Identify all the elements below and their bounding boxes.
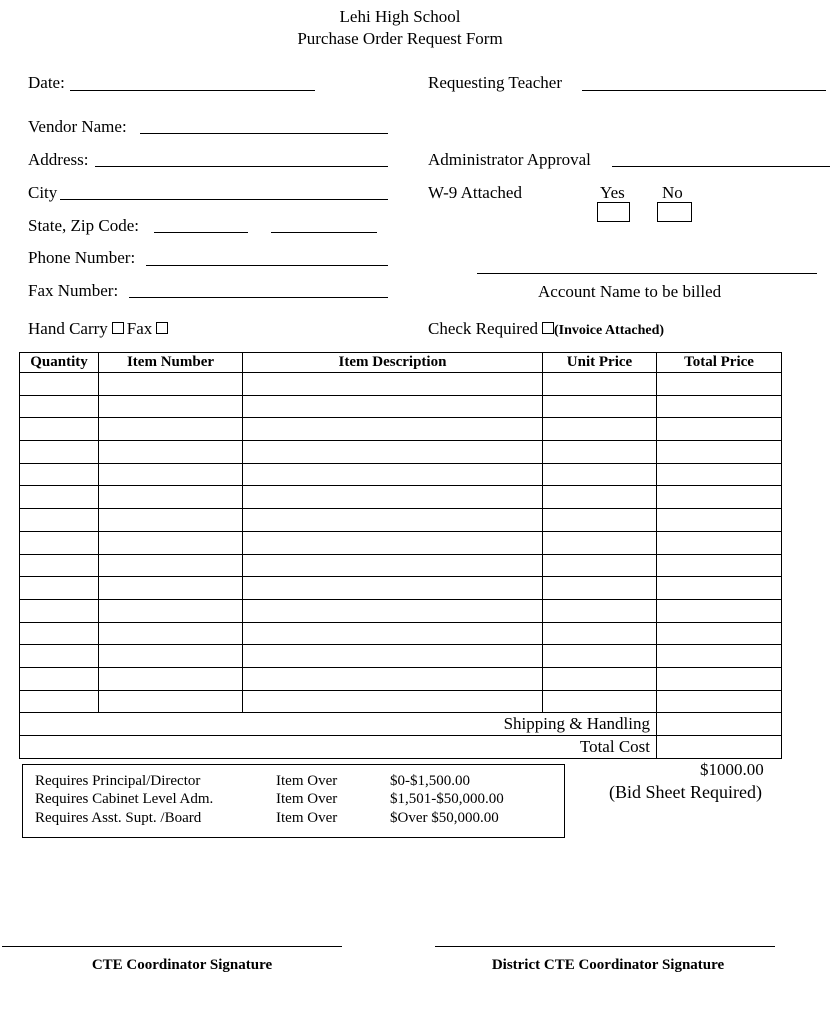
total-price-cell[interactable] bbox=[657, 373, 782, 396]
table-row bbox=[20, 441, 782, 464]
unit-price-cell[interactable] bbox=[543, 622, 657, 645]
zip-field[interactable] bbox=[271, 232, 377, 233]
vendor-name-field[interactable] bbox=[140, 133, 388, 134]
state-zip-label: State, Zip Code: bbox=[28, 216, 139, 235]
phone-field[interactable] bbox=[146, 265, 388, 266]
check-required-label: Check Required bbox=[428, 319, 538, 338]
unit-price-cell[interactable] bbox=[543, 577, 657, 600]
col-quantity: Quantity bbox=[20, 353, 99, 373]
item-description-cell[interactable] bbox=[243, 690, 543, 713]
total-price-cell[interactable] bbox=[657, 486, 782, 509]
total-row bbox=[20, 736, 782, 759]
items-table bbox=[19, 352, 782, 759]
administrator-approval-label: Administrator Approval bbox=[428, 150, 591, 169]
total-price-cell[interactable] bbox=[657, 645, 782, 668]
total-price-cell[interactable] bbox=[657, 667, 782, 690]
fax-label: Fax bbox=[126, 319, 153, 338]
item-description-cell[interactable] bbox=[243, 531, 543, 554]
item-description-cell[interactable] bbox=[243, 622, 543, 645]
quantity-cell[interactable] bbox=[20, 690, 99, 713]
vendor-name-label: Vendor Name: bbox=[28, 117, 127, 136]
col-unit-price: Unit Price bbox=[543, 353, 657, 373]
total-price-cell[interactable] bbox=[657, 395, 782, 418]
delivery-options bbox=[28, 319, 171, 339]
item-number-cell[interactable] bbox=[99, 690, 243, 713]
w9-no-label: No bbox=[662, 183, 683, 202]
shipping-row bbox=[20, 713, 782, 736]
quantity-cell[interactable] bbox=[20, 554, 99, 577]
bid-note: (Bid Sheet Required) bbox=[609, 782, 762, 802]
unit-price-cell[interactable] bbox=[543, 441, 657, 464]
approval-rule-row bbox=[35, 791, 504, 808]
approval-who: Requires Principal/Director bbox=[35, 773, 201, 789]
total-price-cell[interactable] bbox=[657, 622, 782, 645]
quantity-cell[interactable] bbox=[20, 622, 99, 645]
w9-yes-label: Yes bbox=[600, 183, 625, 202]
account-name-label: Account Name to be billed bbox=[538, 282, 722, 301]
table-row bbox=[20, 667, 782, 690]
form-title: Purchase Order Request Form bbox=[297, 29, 503, 48]
hand-carry-label: Hand Carry bbox=[28, 319, 108, 338]
quantity-cell[interactable] bbox=[20, 531, 99, 554]
w9-no-checkbox[interactable] bbox=[657, 202, 692, 222]
quantity-cell[interactable] bbox=[20, 577, 99, 600]
w9-attached-label: W-9 Attached bbox=[428, 183, 522, 202]
table-row bbox=[20, 373, 782, 396]
unit-price-cell[interactable] bbox=[543, 509, 657, 532]
item-number-cell[interactable] bbox=[99, 395, 243, 418]
address-label: Address: bbox=[28, 150, 89, 169]
table-row bbox=[20, 622, 782, 645]
table-row bbox=[20, 486, 782, 509]
item-number-cell[interactable] bbox=[99, 441, 243, 464]
quantity-cell[interactable] bbox=[20, 395, 99, 418]
unit-price-cell[interactable] bbox=[543, 599, 657, 622]
item-description-cell[interactable] bbox=[243, 486, 543, 509]
col-item-description: Item Description bbox=[243, 353, 543, 373]
quantity-cell[interactable] bbox=[20, 463, 99, 486]
w9-yes-checkbox[interactable] bbox=[597, 202, 630, 222]
city-field[interactable] bbox=[60, 199, 388, 200]
approval-rule-row bbox=[35, 773, 470, 790]
total-price-cell[interactable] bbox=[657, 509, 782, 532]
unit-price-cell[interactable] bbox=[543, 645, 657, 668]
item-number-cell[interactable] bbox=[99, 418, 243, 441]
total-price-cell[interactable] bbox=[657, 531, 782, 554]
total-price-cell[interactable] bbox=[657, 554, 782, 577]
table-row bbox=[20, 599, 782, 622]
quantity-cell[interactable] bbox=[20, 509, 99, 532]
check-required-checkbox[interactable] bbox=[542, 322, 554, 334]
administrator-approval-field[interactable] bbox=[612, 166, 830, 167]
total-cell[interactable] bbox=[657, 736, 782, 759]
unit-price-cell[interactable] bbox=[543, 554, 657, 577]
cte-signature-label: CTE Coordinator Signature bbox=[91, 957, 273, 973]
date-label: Date: bbox=[28, 73, 65, 92]
city-label: City bbox=[28, 183, 58, 202]
total-price-cell[interactable] bbox=[657, 418, 782, 441]
invoice-attached-label: (Invoice Attached) bbox=[554, 323, 665, 338]
item-number-cell[interactable] bbox=[99, 667, 243, 690]
quantity-cell[interactable] bbox=[20, 418, 99, 441]
fax-number-field[interactable] bbox=[129, 297, 388, 298]
check-required-group bbox=[428, 319, 664, 339]
quantity-cell[interactable] bbox=[20, 667, 99, 690]
item-number-cell[interactable] bbox=[99, 554, 243, 577]
unit-price-cell[interactable] bbox=[543, 667, 657, 690]
cte-signature-line[interactable] bbox=[2, 946, 342, 947]
total-price-cell[interactable] bbox=[657, 599, 782, 622]
item-number-cell[interactable] bbox=[99, 645, 243, 668]
item-number-cell[interactable] bbox=[99, 622, 243, 645]
state-field[interactable] bbox=[154, 232, 248, 233]
item-description-cell[interactable] bbox=[243, 463, 543, 486]
item-number-cell[interactable] bbox=[99, 373, 243, 396]
requesting-teacher-label: Requesting Teacher bbox=[428, 73, 562, 92]
total-price-cell[interactable] bbox=[657, 441, 782, 464]
table-header-row bbox=[20, 353, 782, 373]
shipping-cell[interactable] bbox=[657, 713, 782, 736]
approval-item: Item Over bbox=[276, 810, 338, 826]
requesting-teacher-field[interactable] bbox=[582, 90, 826, 91]
quantity-cell[interactable] bbox=[20, 373, 99, 396]
shipping-label: Shipping & Handling bbox=[20, 713, 657, 736]
quantity-cell[interactable] bbox=[20, 486, 99, 509]
total-price-cell[interactable] bbox=[657, 690, 782, 713]
table-row bbox=[20, 509, 782, 532]
item-number-cell[interactable] bbox=[99, 531, 243, 554]
unit-price-cell[interactable] bbox=[543, 395, 657, 418]
district-signature-label: District CTE Coordinator Signature bbox=[491, 957, 725, 973]
item-description-cell[interactable] bbox=[243, 645, 543, 668]
fax-number-label: Fax Number: bbox=[28, 281, 119, 300]
total-label: Total Cost bbox=[20, 736, 657, 759]
table-row bbox=[20, 395, 782, 418]
col-item-number: Item Number bbox=[99, 353, 243, 373]
item-description-cell[interactable] bbox=[243, 599, 543, 622]
approval-item: Item Over bbox=[276, 773, 338, 789]
fax-checkbox[interactable] bbox=[156, 322, 168, 334]
item-description-cell[interactable] bbox=[243, 418, 543, 441]
hand-carry-checkbox[interactable] bbox=[112, 322, 124, 334]
school-name: Lehi High School bbox=[339, 7, 461, 26]
approval-who: Requires Cabinet Level Adm. bbox=[35, 791, 214, 807]
phone-label: Phone Number: bbox=[28, 248, 136, 267]
date-field[interactable] bbox=[70, 90, 315, 91]
quantity-cell[interactable] bbox=[20, 441, 99, 464]
quantity-cell[interactable] bbox=[20, 645, 99, 668]
address-field[interactable] bbox=[95, 166, 388, 167]
approval-rules-box bbox=[22, 764, 565, 838]
table-row bbox=[20, 418, 782, 441]
table-row bbox=[20, 531, 782, 554]
unit-price-cell[interactable] bbox=[543, 531, 657, 554]
approval-range: $0-$1,500.00 bbox=[390, 773, 470, 789]
unit-price-cell[interactable] bbox=[543, 486, 657, 509]
item-description-cell[interactable] bbox=[243, 395, 543, 418]
approval-range: $1,501-$50,000.00 bbox=[390, 791, 504, 807]
bid-amount: $1000.00 bbox=[700, 760, 764, 779]
unit-price-cell[interactable] bbox=[543, 463, 657, 486]
item-number-cell[interactable] bbox=[99, 599, 243, 622]
item-description-cell[interactable] bbox=[243, 441, 543, 464]
item-number-cell[interactable] bbox=[99, 577, 243, 600]
item-description-cell[interactable] bbox=[243, 554, 543, 577]
approval-who: Requires Asst. Supt. /Board bbox=[35, 810, 202, 826]
total-price-cell[interactable] bbox=[657, 577, 782, 600]
table-row bbox=[20, 577, 782, 600]
unit-price-cell[interactable] bbox=[543, 373, 657, 396]
approval-item: Item Over bbox=[276, 791, 338, 807]
item-description-cell[interactable] bbox=[243, 373, 543, 396]
account-name-field[interactable] bbox=[477, 273, 817, 274]
table-row bbox=[20, 463, 782, 486]
item-description-cell[interactable] bbox=[243, 667, 543, 690]
item-number-cell[interactable] bbox=[99, 486, 243, 509]
item-number-cell[interactable] bbox=[99, 509, 243, 532]
table-row bbox=[20, 690, 782, 713]
item-description-cell[interactable] bbox=[243, 509, 543, 532]
unit-price-cell[interactable] bbox=[543, 418, 657, 441]
col-total-price: Total Price bbox=[657, 353, 782, 373]
approval-range: $Over $50,000.00 bbox=[390, 810, 499, 826]
table-row bbox=[20, 645, 782, 668]
approval-rule-row bbox=[35, 810, 499, 827]
item-number-cell[interactable] bbox=[99, 463, 243, 486]
quantity-cell[interactable] bbox=[20, 599, 99, 622]
district-signature-line[interactable] bbox=[435, 946, 775, 947]
total-price-cell[interactable] bbox=[657, 463, 782, 486]
item-description-cell[interactable] bbox=[243, 577, 543, 600]
unit-price-cell[interactable] bbox=[543, 690, 657, 713]
table-row bbox=[20, 554, 782, 577]
